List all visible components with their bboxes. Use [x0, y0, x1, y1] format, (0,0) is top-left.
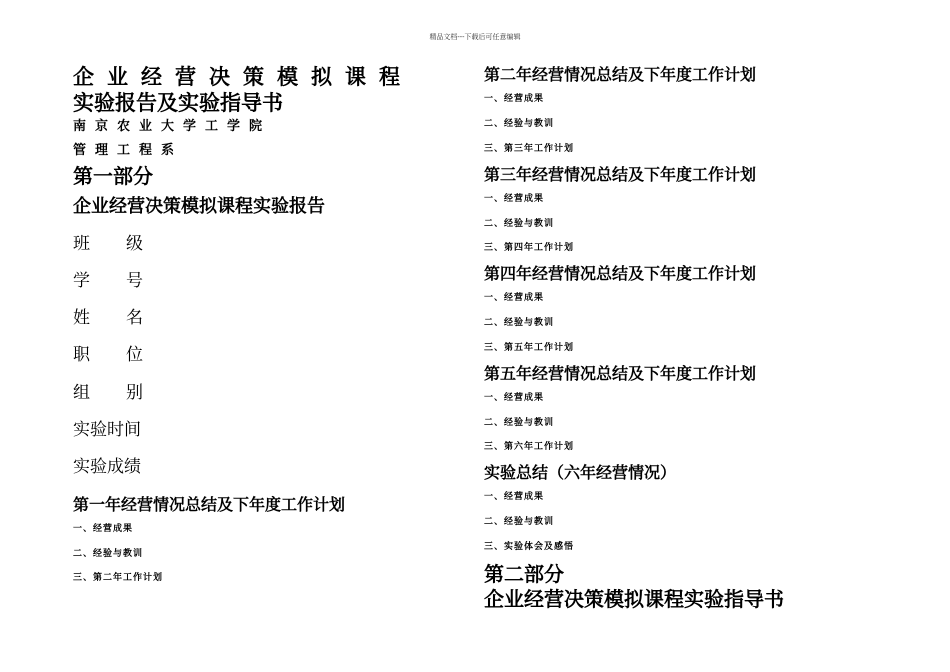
part-two-heading: 第二部分	[484, 562, 564, 586]
field-label: 号	[126, 271, 143, 291]
field-experiment-time: 实验时间	[73, 420, 141, 440]
year-heading: 第一年经营情况总结及下年度工作计划	[73, 495, 346, 514]
sub-item: 三、第六年工作计划	[484, 442, 575, 452]
doc-title-line1: 企业经营决策模拟课程	[73, 64, 413, 89]
sub-item: 三、第五年工作计划	[484, 343, 575, 353]
sub-item: 二、经验与教训	[484, 517, 555, 527]
sub-item: 一、经营成果	[484, 492, 545, 502]
sub-item: 三、实验体会及感悟	[484, 542, 575, 552]
sub-item: 一、经营成果	[484, 94, 545, 104]
sub-item: 一、经营成果	[73, 524, 134, 534]
sub-item: 二、经验与教训	[484, 119, 555, 129]
field-label: 级	[126, 234, 143, 254]
sub-item: 二、经验与教训	[484, 219, 555, 229]
sub-item: 一、经营成果	[484, 393, 545, 403]
field-label: 位	[126, 345, 143, 365]
department-name: 管理工程系	[73, 143, 184, 158]
year-heading: 第二年经营情况总结及下年度工作计划	[484, 65, 757, 84]
sub-item: 三、第四年工作计划	[484, 243, 575, 253]
field-group	[73, 383, 143, 403]
field-name	[73, 308, 143, 328]
summary-heading: 实验总结（六年经营情况）	[484, 463, 677, 482]
field-class	[73, 234, 143, 254]
field-label: 学	[73, 271, 90, 291]
guide-title: 企业经营决策模拟课程实验指导书	[484, 587, 784, 611]
sub-item: 三、第三年工作计划	[484, 144, 575, 154]
field-label: 别	[126, 383, 143, 403]
field-label: 职	[73, 345, 90, 365]
sub-item: 三、第二年工作计划	[73, 573, 164, 583]
field-student-id	[73, 271, 143, 291]
field-label: 姓	[73, 308, 90, 328]
page-header-note: 精品文档---下载后可任意编辑	[429, 33, 521, 41]
sub-item: 一、经营成果	[484, 293, 545, 303]
doc-title-line2: 实验报告及实验指导书	[73, 90, 283, 115]
sub-item: 一、经营成果	[484, 194, 545, 204]
field-experiment-score: 实验成绩	[73, 457, 141, 477]
year-heading: 第五年经营情况总结及下年度工作计划	[484, 364, 757, 383]
field-label: 班	[73, 234, 90, 254]
year-heading: 第三年经营情况总结及下年度工作计划	[484, 165, 757, 184]
field-label: 组	[73, 383, 90, 403]
report-title: 企业经营决策模拟课程实验报告	[73, 196, 325, 217]
university-name: 南京农业大学工学院	[73, 119, 272, 134]
sub-item: 二、经验与教训	[73, 549, 144, 559]
field-label: 名	[126, 308, 143, 328]
part-one-heading: 第一部分	[73, 164, 153, 188]
field-position	[73, 345, 143, 365]
sub-item: 二、经验与教训	[484, 418, 555, 428]
year-heading: 第四年经营情况总结及下年度工作计划	[484, 264, 757, 283]
sub-item: 二、经验与教训	[484, 318, 555, 328]
